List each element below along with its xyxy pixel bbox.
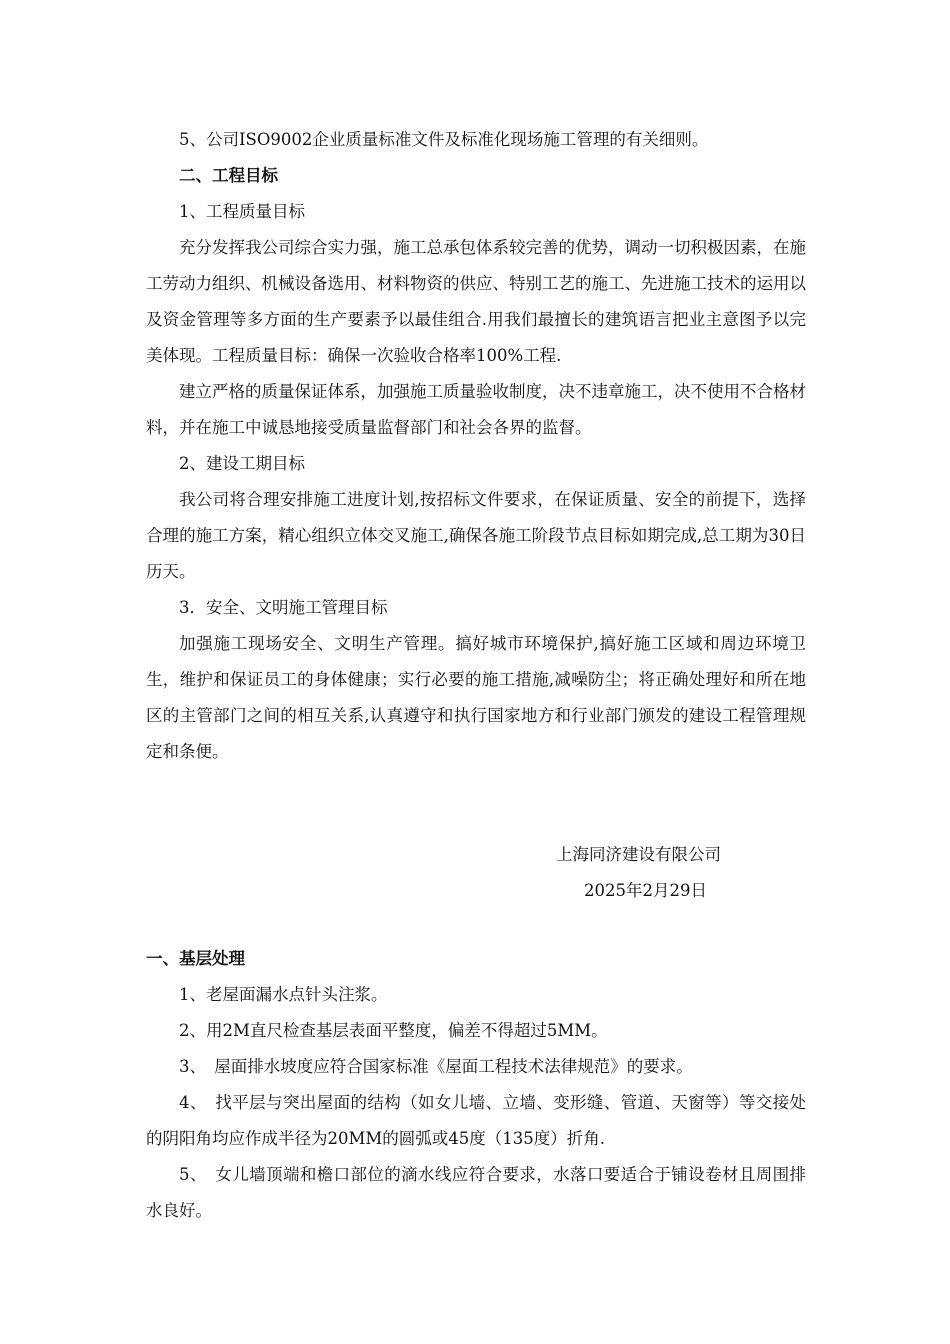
- subheading-quality-goal: 1、工程质量目标: [179, 202, 305, 221]
- list-item-2: 2、用2M直尺检查基层表面平整度，偏差不得超过5MM。: [179, 1021, 608, 1040]
- list-item-4: 4、 找平层与突出屋面的结构（如女儿墙、立墙、变形缝、管道、天窗等）等交接处的阴阳角均应作成半径为20MM的圆弧或45度（135度）折角.: [146, 1093, 806, 1148]
- signature-company: 上海同济建设有限公司: [556, 845, 721, 864]
- paragraph-iso: 5、公司ISO9002企业质量标准文件及标准化现场施工管理的有关细则。: [179, 130, 709, 149]
- subheading-schedule-goal: 2、建设工期目标: [179, 454, 305, 473]
- paragraph-safety-goal: 加强施工现场安全、文明生产管理。搞好城市环境保护,搞好施工区域和周边环境卫生，维护和保证员工的身体健康；实行必要的施工措施,减噪防尘；将正确处理好和所在地区的主管部门之间的相互关系,认真遵守和执行国家地方和行业部门颁发的建设工程管理规定和条便。: [146, 634, 806, 761]
- heading-base-treatment: 一、基层处理: [146, 949, 245, 968]
- paragraph-quality-goal: 充分发挥我公司综合实力强，施工总承包体系较完善的优势，调动一切积极因素，在施工劳动力组织、机械设备选用、材料物资的供应、特别工艺的施工、先进施工技术的运用以及资金管理等多方面的生产要素予以最佳组合.用我们最擅长的建筑语言把业主意图予以完美体现。工程质量目标：确保一次验收合格率100%工程.: [146, 238, 806, 365]
- list-item-3: 3、 屋面排水坡度应符合国家标准《屋面工程技术法律规范》的要求。: [179, 1057, 693, 1076]
- paragraph-schedule-goal: 我公司将合理安排施工进度计划,按招标文件要求，在保证质量、安全的前提下，选择合理的施工方案，精心组织立体交叉施工,确保各施工阶段节点目标如期完成,总工期为30日历天。: [146, 490, 806, 581]
- subheading-safety-goal: 3．安全、文明施工管理目标: [179, 598, 388, 617]
- heading-project-goals: 二、工程目标: [179, 166, 278, 185]
- section-base-treatment: [146, 941, 806, 1229]
- list-item-1: 1、老屋面漏水点针头注浆。: [179, 985, 388, 1004]
- signature-date: 2025年2月29日: [584, 881, 707, 900]
- paragraph-quality-system: 建立严格的质量保证体系，加强施工质量验收制度，决不违章施工，决不使用不合格材料，并在施工中诚恳地接受质量监督部门和社会各界的监督。: [146, 382, 806, 437]
- document-body: [146, 122, 806, 770]
- list-item-5: 5、 女儿墙顶端和檐口部位的滴水线应符合要求，水落口要适合于铺设卷材且周围排水良好。: [146, 1165, 806, 1220]
